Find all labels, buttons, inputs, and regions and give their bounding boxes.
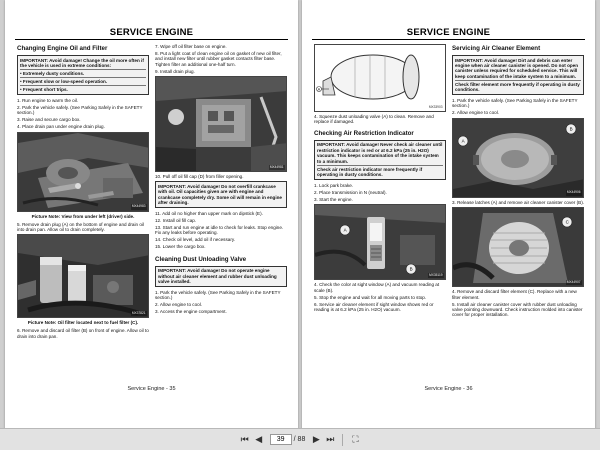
photo-code: MX33903: [428, 104, 443, 109]
first-page-button[interactable]: [238, 433, 252, 447]
last-page-icon: ⏭: [326, 434, 335, 444]
step-text: 10. Pull off oil fill cap (D) from filler opening.: [155, 174, 244, 180]
svg-text:A: A: [317, 87, 321, 92]
right-column-1: [314, 44, 446, 314]
svg-text:A: A: [343, 227, 347, 233]
step-text: 14. Check oil level, add oil if necessary.: [155, 237, 236, 243]
step-text: 7. Wipe off oil filter base on engine.: [155, 44, 227, 49]
step-text: 3. Start the engine.: [314, 196, 353, 202]
step-text: 4. Place drain pan under engine drain plug.: [17, 124, 105, 130]
left-column-1: [17, 44, 149, 341]
photo-canister-latches-image: [453, 119, 584, 198]
photo-code: MX37821: [131, 310, 146, 315]
photo-filter-element: [452, 207, 584, 287]
pdf-toolbar: [0, 428, 600, 450]
photo-code: MX44906: [566, 190, 581, 195]
step-text: 3. Raise and secure cargo box.: [17, 117, 81, 123]
step-text: 4. Check the color at sight window (A) and vacuum reading at scale (B).: [314, 282, 440, 293]
photo-code: MX44907: [566, 279, 581, 284]
section-title: Servicing Air Cleaner Element: [452, 45, 541, 52]
fit-page-button[interactable]: [348, 433, 362, 447]
important-box: IMPORTANT: Avoid damage! Do not operate engine without air cleaner element and rubber dust unloading valve installed.: [155, 266, 287, 287]
step-text: 1. Park the vehicle safely. (See Parking Safely in the SAFETY section.): [155, 289, 281, 301]
step-text: 1. Run engine to warm the oil.: [17, 97, 79, 103]
step-text: 2. Allow engine to cool.: [452, 110, 499, 116]
step-text: 15. Lower the cargo box.: [155, 244, 206, 250]
step-text: 6. Remove and discard oil filter (B) on front of engine. Allow oil to drain into drain pan.: [17, 328, 149, 339]
step-text: 2. Park the vehicle safely. (See Parking Safely in the SAFETY section.): [17, 104, 143, 116]
step-text: 2. Place transmission in N (neutral).: [314, 189, 387, 195]
left-column-2: [155, 44, 287, 316]
next-page-button[interactable]: [309, 433, 323, 447]
prev-page-icon: ◀: [255, 434, 263, 444]
step-text: 3. Access the engine compartment.: [155, 309, 227, 315]
section-title: Changing Engine Oil and Filter: [17, 45, 108, 52]
svg-text:C: C: [565, 219, 569, 225]
important-box: IMPORTANT: Avoid damage! Never check air cleaner until restriction indicator is red or at 6.2 kPa (25 in. H2O) vacuum. This keeps contamination of the intake system to a minimum. Check air restriction indicator more frequently if operating in dusty conditions.: [314, 140, 446, 180]
photo-code: MX44983: [131, 204, 146, 209]
step-text: 3. Release latches (A) and remove air cleaner canister cover (B).: [452, 199, 584, 205]
section-title: Checking Air Restriction Indicator: [314, 129, 414, 137]
step-text: 12. Install oil fill cap.: [155, 217, 197, 223]
right-column-2: [452, 44, 584, 319]
step-text: 13. Start and run engine at idle to check for leaks. Stop engine. Fix any leaks before operating.: [155, 224, 284, 236]
photo-restriction-indicator-image: [315, 205, 446, 280]
step-text: 5. Remove drain plug (A) on the bottom of engine and drain oil into drain pan. Allow oil to drain completely.: [17, 221, 144, 232]
step-text: 1. Lock park brake.: [314, 182, 354, 188]
photo-oil-fill-image: [156, 77, 287, 172]
picture-note: Picture Note: Oil filter located next to fuel filter (C).: [27, 320, 139, 326]
step-text: 9. Install drain plug.: [155, 68, 195, 74]
svg-text:B: B: [569, 126, 573, 132]
photo-engine-underside: [17, 132, 149, 212]
photo-canister-latches: [452, 118, 584, 198]
picture-note: Picture Note: View from under left (driver) side.: [31, 213, 135, 219]
photo-oil-filter-image: [18, 235, 149, 318]
photo-oil-fill: [155, 76, 287, 172]
svg-text:B: B: [409, 266, 413, 272]
step-text: 8. Put a light coat of clean engine oil on gasket of new oil filter, and install new filter until rubber gasket contacts filter base. Tighten filter an additional one-half turn.: [155, 51, 282, 67]
next-page-icon: ▶: [312, 434, 320, 444]
step-text: 5. Install air cleaner canister cover with rubber dust unloading valve pointing downward. Check instruction molded into canister cover for proper installation.: [452, 301, 583, 318]
page-header: SERVICE ENGINE: [15, 27, 288, 40]
photo-oil-filter: [17, 234, 149, 318]
step-text: 5. Stop the engine and wait for all moving parts to stop.: [314, 294, 427, 300]
step-text: 4. Remove and discard filter element (C). Replace with a new filter element.: [452, 289, 577, 300]
photo-code: MX44981: [269, 164, 284, 169]
page-footer: Service Engine - 35: [127, 386, 176, 392]
step-text: 11. Add oil no higher than upper mark on dipstick (E).: [155, 210, 263, 216]
svg-text:A: A: [461, 138, 465, 144]
page-header: SERVICE ENGINE: [312, 27, 585, 40]
first-page-icon: ⏮: [240, 434, 249, 444]
step-text: 2. Allow engine to cool.: [155, 302, 202, 308]
photo-engine-underside-image: [18, 133, 149, 212]
photo-air-cleaner-canister-image: [315, 45, 446, 112]
photo-filter-element-image: [453, 208, 584, 287]
page-indicator: [270, 434, 306, 445]
step-text: 4. Squeeze dust unloading valve (A) to clean. Remove and replace if damaged.: [314, 114, 434, 125]
toolbar-divider: [342, 434, 343, 446]
fit-page-icon: ⛶: [352, 434, 359, 444]
photo-code: MX35119: [429, 272, 443, 277]
important-box: IMPORTANT: Avoid damage! Do not overfill crankcase with oil. Oil capacities given are with engine and crankcase completely dry. Some oil will remain in engine after draining.: [155, 181, 287, 208]
photo-restriction-indicator: [314, 204, 446, 280]
photo-air-cleaner-canister: [314, 44, 446, 112]
prev-page-button[interactable]: [252, 433, 266, 447]
step-text: 1. Park the vehicle safely. (See Parking Safely in the SAFETY section.): [452, 98, 578, 109]
page-footer: Service Engine - 36: [424, 386, 473, 392]
important-box: IMPORTANT: Avoid damage! Change the oil more often if the vehicle is used in extreme conditions: • Extremely dusty conditions. • Frequent slow or low-speed operation. • Frequent short trips.: [17, 55, 149, 95]
step-text: 6. Service air cleaner element if sight window shows red or reading is at 6.2 kPa (25 in. H2O) vacuum.: [314, 301, 434, 313]
important-box: IMPORTANT: Avoid damage! Dirt and debris can enter engine when air cleaner canister is opened. Do not open canister unless required for scheduled service. This will keep contamination of the intake system to a minimum. Check filter element more frequently if operating in dusty conditions.: [452, 55, 584, 95]
page-number-input[interactable]: [270, 434, 292, 445]
page-right: [302, 0, 595, 428]
section-title: Cleaning Dust Unloading Valve: [155, 255, 247, 263]
page-left: [5, 0, 298, 428]
last-page-button[interactable]: [323, 433, 337, 447]
page-total: / 88: [293, 436, 306, 443]
